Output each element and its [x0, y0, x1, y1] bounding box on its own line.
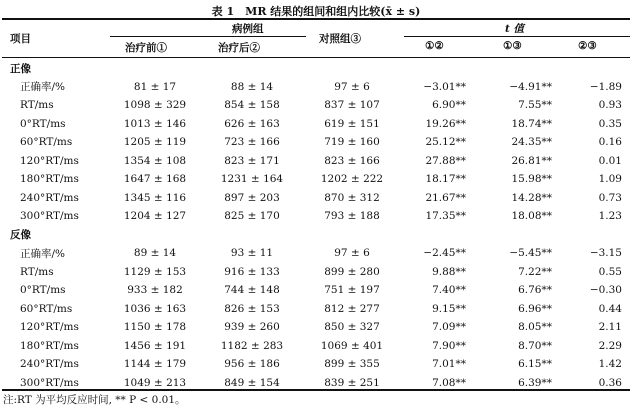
- cell-before: 1150 ± 178: [123, 321, 187, 334]
- cell-before: 1049 ± 213: [123, 376, 187, 389]
- cell-after: 1231 ± 164: [220, 173, 284, 186]
- cell-t13: −4.91**: [509, 80, 552, 93]
- cell-t12: 17.35**: [425, 210, 466, 223]
- cell-control: 793 ± 188: [324, 210, 380, 223]
- cell-t13: 14.28**: [511, 191, 552, 204]
- cell-t12: 7.90**: [432, 339, 466, 352]
- row-label: 120°RT/ms: [20, 321, 79, 334]
- cell-t13: 24.35**: [511, 136, 552, 149]
- header-t23: ②③: [578, 40, 597, 52]
- cell-control: 899 ± 280: [324, 265, 380, 278]
- row-label: 60°RT/ms: [20, 302, 73, 315]
- cell-before: 81 ± 17: [133, 80, 177, 93]
- row-label: RT/ms: [20, 99, 54, 112]
- cell-after: 88 ± 14: [230, 80, 274, 93]
- cell-t23: 0.35: [598, 117, 622, 130]
- cell-after: 854 ± 158: [224, 99, 280, 112]
- cell-before: 1204 ± 127: [123, 210, 187, 223]
- row-label: 60°RT/ms: [20, 136, 73, 149]
- cell-t13: 18.08**: [511, 210, 552, 223]
- table-row: [2, 133, 630, 152]
- row-label: 0°RT/ms: [20, 117, 66, 130]
- table-row: [2, 189, 630, 208]
- table-row: [2, 244, 630, 263]
- cell-t12: 6.90**: [432, 99, 466, 112]
- cell-after: 825 ± 170: [224, 210, 280, 223]
- row-label: 0°RT/ms: [20, 284, 66, 297]
- header-case-group: 病例组: [232, 23, 264, 35]
- cell-t23: −3.15: [589, 247, 622, 260]
- section-header-row: [2, 59, 630, 78]
- cell-after: 916 ± 133: [224, 265, 280, 278]
- case-group-underline: [110, 36, 306, 37]
- cell-t13: 6.15**: [518, 358, 552, 371]
- cell-before: 1345 ± 116: [123, 191, 187, 204]
- row-label: 180°RT/ms: [20, 173, 79, 186]
- cell-before: 1205 ± 119: [123, 136, 187, 149]
- cell-t12: 7.09**: [432, 321, 466, 334]
- cell-before: 1129 ± 153: [123, 265, 187, 278]
- table-row: [2, 152, 630, 171]
- cell-t13: 6.76**: [518, 284, 552, 297]
- cell-before: 1456 ± 191: [123, 339, 187, 352]
- table-header-rule: [2, 57, 630, 58]
- cell-t12: 25.12**: [425, 136, 466, 149]
- cell-t12: −3.01**: [423, 80, 466, 93]
- cell-t12: 7.40**: [432, 284, 466, 297]
- table-row: [2, 263, 630, 282]
- cell-t23: 2.11: [598, 321, 622, 334]
- row-label: 正确率/%: [20, 81, 66, 94]
- table-row: [2, 78, 630, 97]
- cell-control: 837 ± 107: [324, 99, 380, 112]
- cell-after: 823 ± 171: [224, 154, 280, 167]
- cell-before: 1098 ± 329: [123, 99, 187, 112]
- table-row: [2, 170, 630, 189]
- table-row: [2, 96, 630, 115]
- cell-before: 933 ± 182: [127, 284, 183, 297]
- cell-after: 826 ± 153: [224, 302, 280, 315]
- header-item: 项目: [10, 33, 31, 45]
- cell-t13: 26.81**: [511, 154, 552, 167]
- cell-t12: 18.17**: [425, 173, 466, 186]
- cell-t13: 18.74**: [511, 117, 552, 130]
- row-label: 240°RT/ms: [20, 358, 79, 371]
- cell-before: 1354 ± 108: [123, 154, 187, 167]
- cell-after: 939 ± 260: [224, 321, 280, 334]
- cell-t23: 0.55: [598, 265, 622, 278]
- cell-t13: 6.96**: [518, 302, 552, 315]
- cell-after: 956 ± 186: [224, 358, 280, 371]
- cell-control: 619 ± 151: [324, 117, 380, 130]
- cell-t23: 0.73: [598, 191, 622, 204]
- cell-t23: −1.89: [589, 80, 622, 93]
- cell-t23: 1.23: [598, 210, 622, 223]
- cell-t23: 1.42: [598, 358, 622, 371]
- cell-t13: 15.98**: [511, 173, 552, 186]
- cell-control: 1069 ± 401: [320, 339, 384, 352]
- table-row: [2, 337, 630, 356]
- row-label: 300°RT/ms: [20, 376, 79, 389]
- cell-control: 1202 ± 222: [320, 173, 384, 186]
- table-row: [2, 281, 630, 300]
- cell-after: 626 ± 163: [224, 117, 280, 130]
- cell-after: 93 ± 11: [230, 247, 274, 260]
- header-control: 对照组③: [319, 33, 361, 45]
- cell-t13: 7.55**: [518, 99, 552, 112]
- cell-t12: −2.45**: [423, 247, 466, 260]
- row-label: 240°RT/ms: [20, 191, 79, 204]
- table-top-rule: [2, 18, 630, 20]
- cell-before: 89 ± 14: [133, 247, 177, 260]
- cell-t12: 7.08**: [432, 376, 466, 389]
- cell-after: 849 ± 154: [224, 376, 280, 389]
- cell-t13: 8.05**: [518, 321, 552, 334]
- table-footnote: 注:RT 为平均反应时间, ** P < 0.01。: [3, 394, 186, 406]
- cell-after: 744 ± 148: [224, 284, 280, 297]
- table-row: [2, 355, 630, 374]
- cell-t23: 1.09: [598, 173, 622, 186]
- cell-control: 751 ± 197: [324, 284, 380, 297]
- table-caption: 表 1 MR 结果的组间和组内比较(x̄ ± s): [211, 5, 421, 18]
- header-before: 治疗前①: [125, 42, 167, 54]
- cell-control: 97 ± 6: [334, 80, 370, 93]
- cell-t12: 9.88**: [432, 265, 466, 278]
- cell-t23: −0.30: [589, 284, 622, 297]
- header-t13: ①③: [503, 40, 522, 52]
- section-header-row: [2, 226, 630, 245]
- cell-after: 723 ± 166: [224, 136, 280, 149]
- cell-t12: 19.26**: [425, 117, 466, 130]
- cell-before: 1013 ± 146: [123, 117, 187, 130]
- cell-t13: 6.39**: [518, 376, 552, 389]
- table-row: [2, 300, 630, 319]
- header-after: 治疗后②: [218, 42, 260, 54]
- cell-t12: 27.88**: [425, 154, 466, 167]
- cell-after: 1182 ± 283: [220, 339, 284, 352]
- table-row: [2, 207, 630, 226]
- cell-control: 850 ± 327: [324, 321, 380, 334]
- row-label: RT/ms: [20, 265, 54, 278]
- cell-t23: 0.36: [598, 376, 622, 389]
- cell-before: 1647 ± 168: [123, 173, 187, 186]
- cell-control: 870 ± 312: [324, 191, 380, 204]
- cell-control: 823 ± 166: [324, 154, 380, 167]
- table-row: [2, 115, 630, 134]
- table-row: [2, 318, 630, 337]
- cell-t23: 0.16: [598, 136, 622, 149]
- cell-t23: 2.29: [598, 339, 622, 352]
- cell-t23: 0.93: [598, 99, 622, 112]
- row-label: 180°RT/ms: [20, 339, 79, 352]
- cell-t12: 21.67**: [425, 191, 466, 204]
- section-title: 正像: [10, 62, 31, 75]
- cell-t13: 8.70**: [518, 339, 552, 352]
- cell-t13: 7.22**: [518, 265, 552, 278]
- section-title: 反像: [10, 229, 31, 242]
- cell-before: 1144 ± 179: [123, 358, 187, 371]
- cell-t23: 0.01: [598, 154, 622, 167]
- row-label: 300°RT/ms: [20, 210, 79, 223]
- cell-after: 897 ± 203: [224, 191, 280, 204]
- cell-before: 1036 ± 163: [123, 302, 187, 315]
- cell-t13: −5.45**: [509, 247, 552, 260]
- cell-t12: 7.01**: [432, 358, 466, 371]
- cell-control: 719 ± 160: [324, 136, 380, 149]
- header-t12: ①②: [425, 40, 444, 52]
- table-bottom-rule: [2, 389, 630, 391]
- cell-control: 97 ± 6: [334, 247, 370, 260]
- cell-control: 812 ± 277: [324, 302, 380, 315]
- cell-control: 839 ± 251: [324, 376, 380, 389]
- cell-control: 899 ± 355: [324, 358, 380, 371]
- row-label: 120°RT/ms: [20, 154, 79, 167]
- row-label: 正确率/%: [20, 247, 66, 260]
- cell-t23: 0.44: [598, 302, 622, 315]
- cell-t12: 9.15**: [432, 302, 466, 315]
- header-t-value: t 值: [505, 23, 525, 35]
- t-value-underline: [404, 36, 630, 37]
